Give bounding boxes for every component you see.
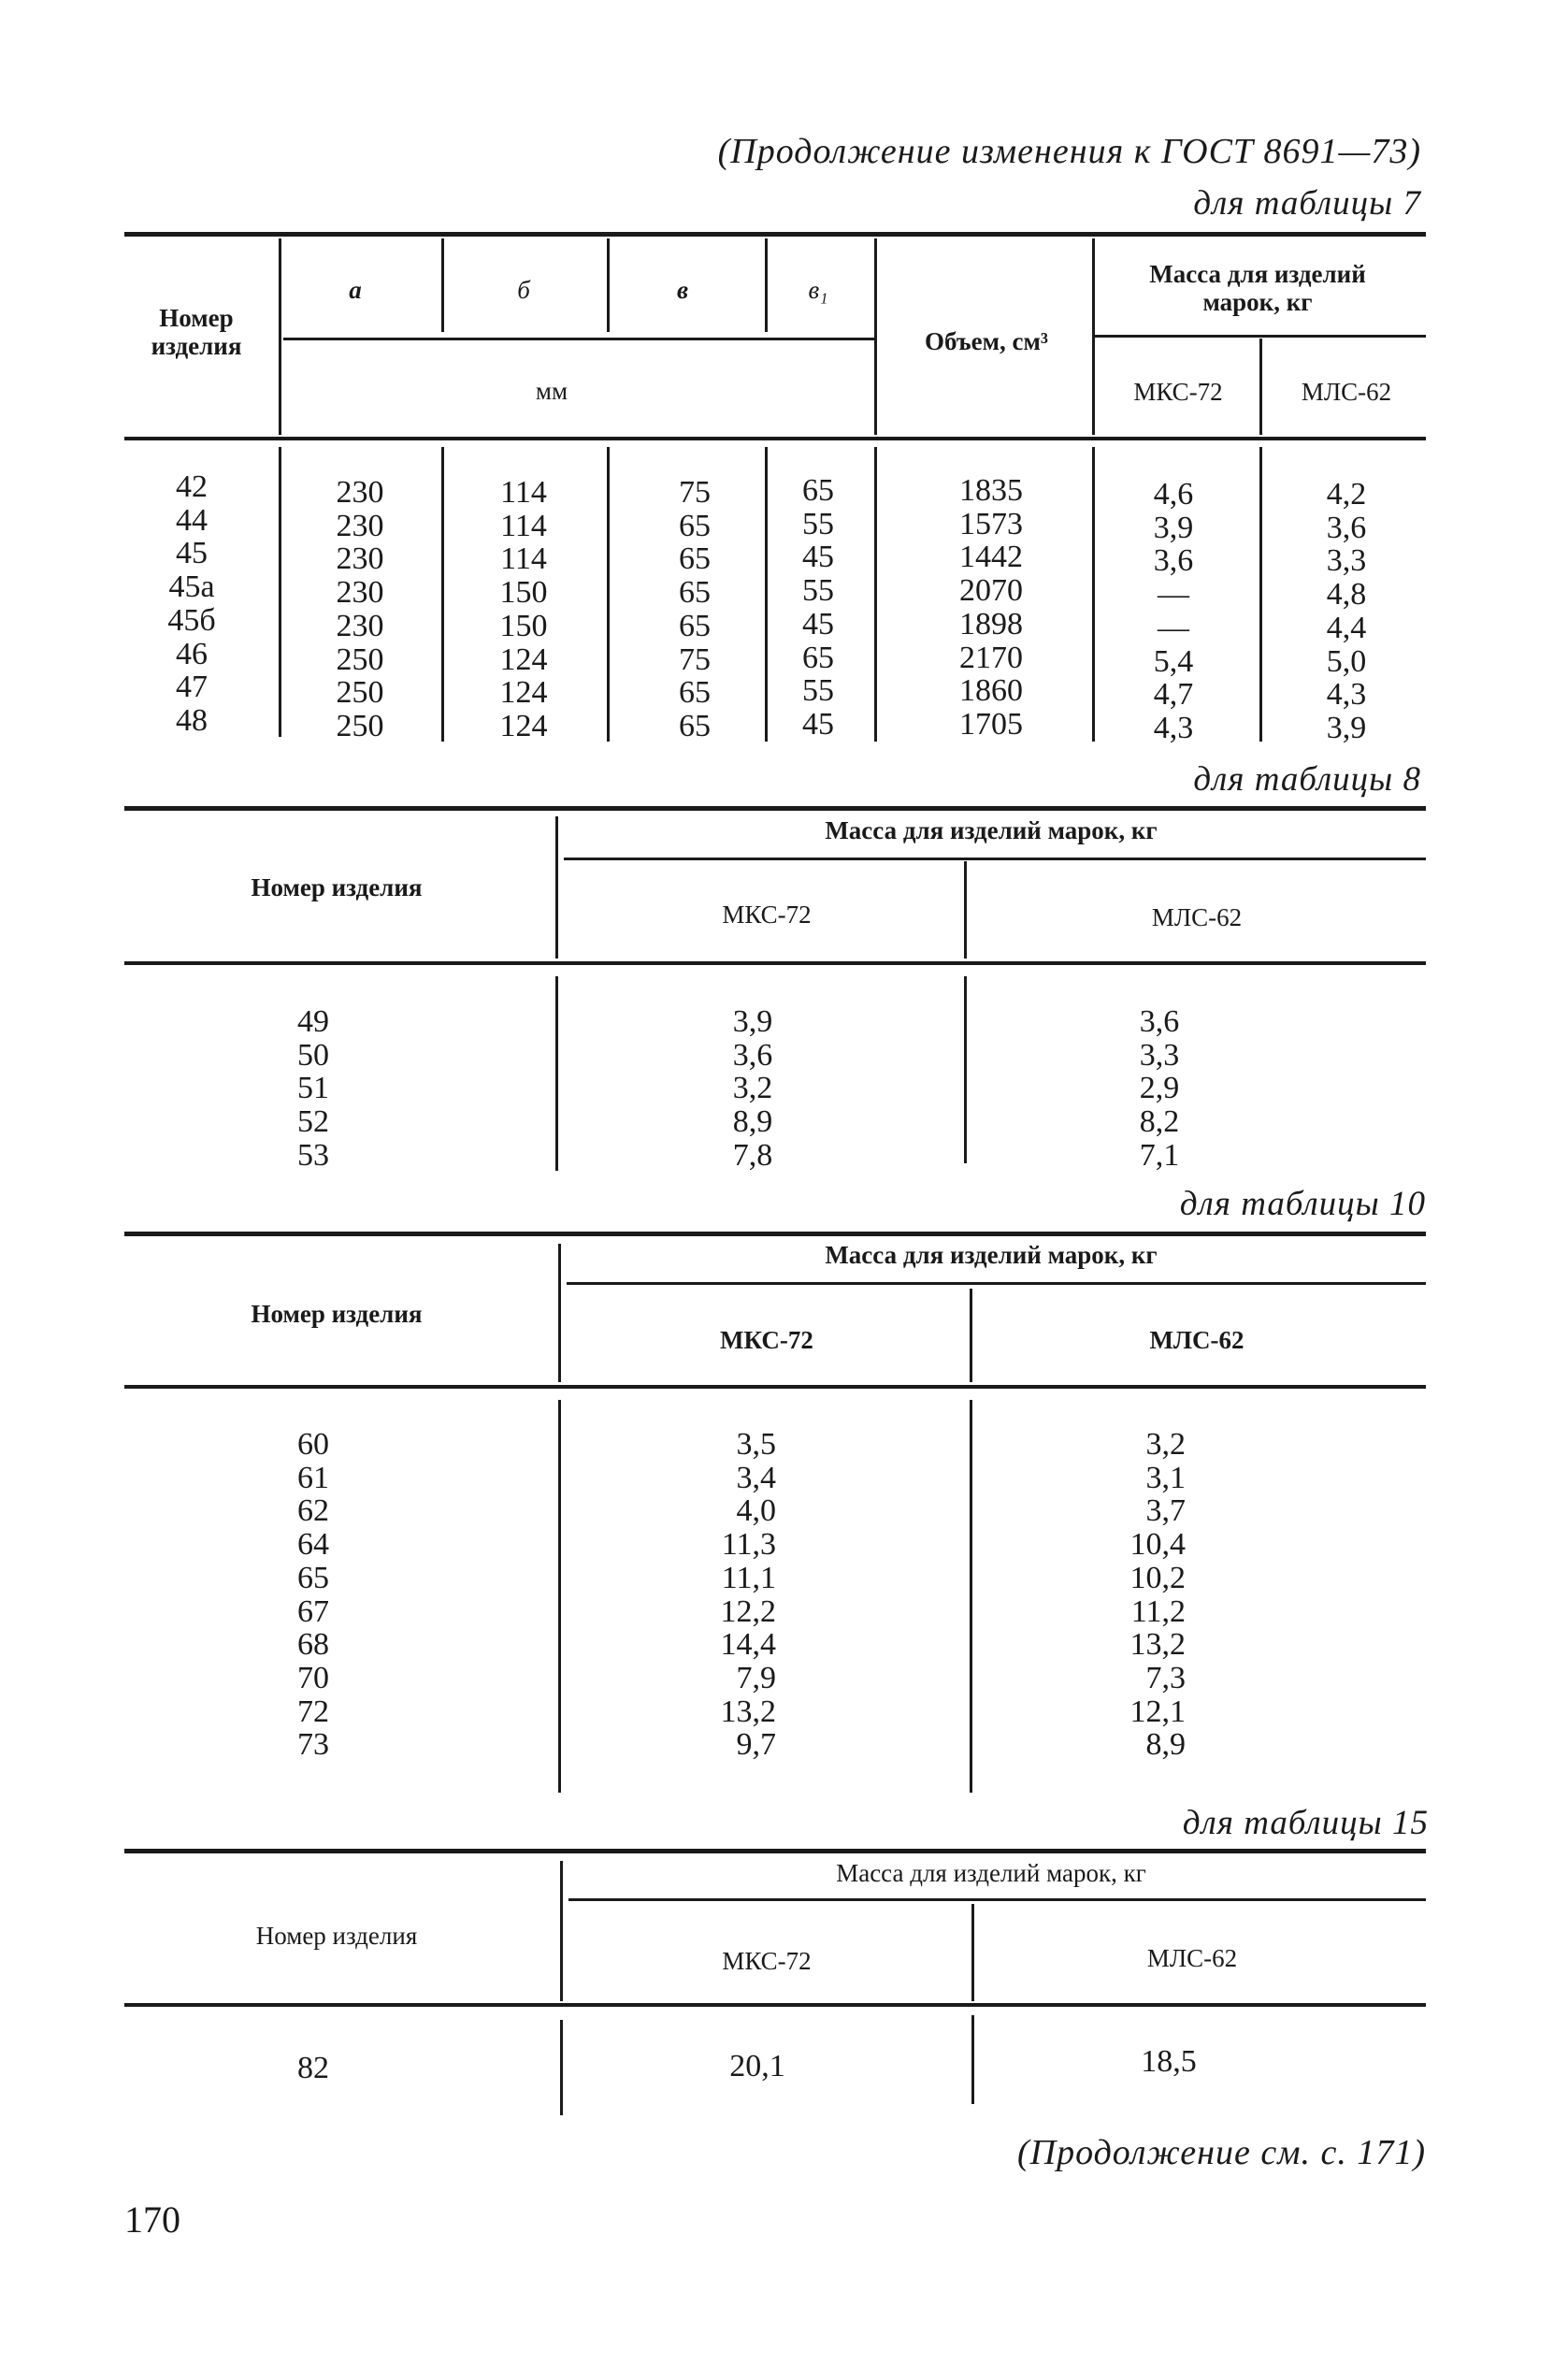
table7-cell-item: 45а <box>168 569 215 605</box>
table7-cell-item: 45 <box>176 536 208 571</box>
table10-cell-mls: 8,9 <box>1145 1727 1186 1763</box>
table7-vline <box>607 238 610 332</box>
table10-cell-item: 72 <box>297 1694 329 1729</box>
table7-cell-mks: — <box>1158 610 1189 645</box>
table7-cell-b: 114 <box>500 541 547 577</box>
table7-cell-a: 230 <box>336 608 384 643</box>
table7-cell-v1: 65 <box>802 640 834 675</box>
table8-cell-item: 50 <box>297 1037 329 1073</box>
table7-cell-v1: 55 <box>802 506 834 541</box>
table8-cell-item: 53 <box>297 1137 329 1173</box>
table8-cell-mls: 8,2 <box>1139 1104 1180 1140</box>
table7-cell-mls: 3,6 <box>1326 510 1367 545</box>
table7-cell-v: 65 <box>679 708 711 743</box>
table10-cell-item: 68 <box>297 1627 329 1663</box>
table7-cell-volume: 1573 <box>959 506 1023 541</box>
table7-cell-a: 250 <box>336 675 384 711</box>
table7-cell-a: 230 <box>336 508 384 543</box>
table7-cell-a: 230 <box>336 541 384 577</box>
table7-cell-item: 42 <box>176 469 208 504</box>
table10-cell-mls: 10,4 <box>1129 1527 1186 1563</box>
table7-mm-rule <box>283 338 874 340</box>
table10-col-item <box>262 1428 365 1762</box>
table8-cell-mks: 7,8 <box>732 1137 773 1173</box>
table8-cell-mls: 3,6 <box>1139 1004 1180 1039</box>
table7-cell-mls: 4,2 <box>1326 477 1367 512</box>
table7-vline <box>1259 447 1262 742</box>
table15-header-item: Номер изделия <box>255 1922 418 1950</box>
table8-cell-mks: 3,9 <box>732 1004 773 1039</box>
table8-caption: для таблицы 8 <box>1193 760 1421 799</box>
table7-cell-mks: 3,6 <box>1153 543 1194 579</box>
table10-cell-mks: 3,4 <box>736 1460 776 1495</box>
table10-cell-item: 64 <box>297 1527 329 1563</box>
table7-cell-v: 65 <box>679 608 711 643</box>
table7-cell-mls: 3,9 <box>1326 710 1367 745</box>
table7-cell-volume: 1860 <box>959 673 1023 709</box>
table7-cell-v1: 65 <box>802 473 834 508</box>
table8-cell-mks: 3,2 <box>732 1071 773 1106</box>
table7-cell-b: 124 <box>499 675 548 711</box>
table10-header-mks: МКС-72 <box>720 1326 813 1354</box>
table7-cell-mls: 3,3 <box>1326 543 1367 579</box>
table7-vline <box>1092 447 1095 742</box>
table10-vline <box>970 1289 972 1382</box>
table7-cell-v: 65 <box>679 675 711 711</box>
table8-col-item <box>262 1005 365 1173</box>
continuation-header: (Продолжение изменения к ГОСТ 8691—73) <box>717 132 1421 171</box>
table7-header-mass: Масса для изделий марок, кг <box>1149 260 1366 316</box>
table7-cell-b: 150 <box>499 575 548 611</box>
page-number: 170 <box>124 2198 180 2241</box>
table7-col-item <box>140 470 243 738</box>
table7-header-mks: МКС-72 <box>1133 378 1223 406</box>
table8-cell-mks: 3,6 <box>732 1037 773 1073</box>
table8-cell-item: 49 <box>297 1004 329 1039</box>
table15-vline <box>971 2015 974 2104</box>
table7-vline <box>441 447 444 742</box>
table7-col-v1 <box>776 474 860 742</box>
table7-cell-mks: 3,9 <box>1153 510 1194 545</box>
table7-cell-a: 230 <box>336 575 384 611</box>
table7-cell-a: 250 <box>336 641 384 677</box>
table7-cell-mls: 4,8 <box>1326 577 1367 613</box>
table7-cell-v1: 45 <box>802 606 834 641</box>
table10-col-mks <box>673 1428 776 1762</box>
table7-cell-mks: 4,3 <box>1153 710 1194 745</box>
table7-header-volume: Объем, см³ <box>925 327 1048 355</box>
table7-mass-rule <box>1095 335 1426 338</box>
table15-mass-rule <box>568 1898 1426 1901</box>
table7-cell-mls: 4,3 <box>1326 677 1367 713</box>
table8-cell-mls: 7,1 <box>1139 1137 1180 1173</box>
table7-col-v <box>643 476 746 743</box>
table15-vline <box>971 1904 974 2001</box>
table7-cell-v1: 55 <box>802 673 834 709</box>
table10-vline <box>558 1400 561 1793</box>
table7-header-bottom-rule <box>124 437 1426 440</box>
table7-vline <box>1259 339 1262 435</box>
table15-header-mks: МКС-72 <box>722 1947 812 1975</box>
table10-col-mls <box>1083 1428 1186 1762</box>
table7-cell-item: 46 <box>176 636 208 671</box>
table7-header-a: а <box>349 276 362 304</box>
table10-header-mls: МЛС-62 <box>1149 1326 1244 1354</box>
table10-cell-mks: 7,9 <box>736 1660 776 1695</box>
table7-vline <box>1092 238 1095 435</box>
table7-cell-b: 114 <box>500 475 547 510</box>
table10-cell-item: 61 <box>297 1460 329 1495</box>
table7-vline <box>607 447 610 742</box>
table10-header-item: Номер изделия <box>251 1300 423 1328</box>
table7-cell-mks: — <box>1158 577 1189 613</box>
table7-vline <box>874 447 877 742</box>
table7-cell-v1: 45 <box>802 540 834 575</box>
table10-mass-rule <box>567 1282 1426 1285</box>
table15-header-bottom-rule <box>124 2003 1426 2007</box>
table7-cell-volume: 1705 <box>959 706 1023 742</box>
table8-vline <box>964 976 967 1163</box>
table8-col-mls <box>1108 1005 1211 1173</box>
table8-header-item: Номер изделия <box>251 873 423 901</box>
table7-cell-mks: 4,7 <box>1153 677 1194 713</box>
table8-header-mks: МКС-72 <box>722 901 812 929</box>
table10-cell-mls: 12,1 <box>1129 1694 1186 1729</box>
table15-vline <box>560 2020 563 2115</box>
table10-cell-mks: 9,7 <box>736 1727 776 1763</box>
table10-cell-mls: 3,7 <box>1145 1493 1186 1529</box>
table15-header-mls: МЛС-62 <box>1146 1944 1238 1972</box>
table10-cell-item: 67 <box>297 1593 329 1629</box>
table7-cell-v: 75 <box>679 641 711 677</box>
table10-cell-mks: 11,3 <box>721 1527 776 1563</box>
table15-top-rule <box>124 1849 1426 1853</box>
table7-cell-b: 114 <box>500 508 547 543</box>
table10-vline <box>970 1400 972 1793</box>
table7-col-volume <box>935 474 1047 742</box>
table7-header-mls: МЛС-62 <box>1301 378 1392 406</box>
table7-cell-item: 45б <box>167 602 216 638</box>
table15-cell-mks: 20,1 <box>729 2049 785 2083</box>
table7-caption: для таблицы 7 <box>1193 184 1421 223</box>
table7-cell-b: 150 <box>499 608 548 643</box>
table10-cell-mks: 14,4 <box>720 1627 776 1663</box>
table7-cell-mks: 5,4 <box>1153 643 1194 679</box>
table7-cell-volume: 2070 <box>959 573 1023 609</box>
table7-top-rule <box>124 232 1426 237</box>
table7-cell-volume: 1442 <box>959 540 1023 575</box>
table7-cell-b: 124 <box>499 708 548 743</box>
table8-mass-rule <box>564 858 1426 860</box>
table15-cell-item: 82 <box>297 2051 329 2085</box>
table7-cell-v: 75 <box>679 475 711 510</box>
table7-cell-mks: 4,6 <box>1153 477 1194 512</box>
table7-cell-v1: 55 <box>802 573 834 609</box>
table10-cell-mls: 3,1 <box>1145 1460 1186 1495</box>
table8-cell-mks: 8,9 <box>732 1104 773 1140</box>
table7-cell-v1: 45 <box>802 706 834 742</box>
table8-header-mass: Масса для изделий марок, кг <box>825 816 1158 844</box>
table8-col-mks <box>701 1005 804 1173</box>
table7-cell-mls: 5,0 <box>1326 643 1367 679</box>
table7-col-b <box>472 476 575 743</box>
table8-header-bottom-rule <box>124 961 1426 965</box>
table15-header-mass: Масса для изделий марок, кг <box>836 1859 1146 1887</box>
table7-cell-b: 124 <box>499 641 548 677</box>
table15-caption: для таблицы 15 <box>1182 1804 1429 1842</box>
table10-cell-mks: 3,5 <box>736 1427 776 1462</box>
table15-col-item <box>262 2052 365 2085</box>
table10-top-rule <box>124 1232 1426 1236</box>
table7-header-b: б <box>517 276 530 304</box>
table7-cell-v: 65 <box>679 508 711 543</box>
table10-cell-mls: 3,2 <box>1145 1427 1186 1462</box>
table7-vline <box>441 238 444 332</box>
table10-cell-item: 62 <box>297 1493 329 1529</box>
table10-cell-mks: 12,2 <box>720 1593 776 1629</box>
table7-cell-volume: 1835 <box>959 473 1023 508</box>
table7-cell-item: 44 <box>176 502 208 538</box>
table7-cell-a: 230 <box>336 475 384 510</box>
table7-cell-item: 48 <box>176 702 208 738</box>
table7-header-item: Номер изделия <box>151 304 242 360</box>
table10-header-bottom-rule <box>124 1385 1426 1389</box>
table10-cell-mls: 11,2 <box>1130 1593 1186 1629</box>
table7-cell-v: 65 <box>679 575 711 611</box>
table7-cell-v: 65 <box>679 541 711 577</box>
table7-vline <box>279 447 281 737</box>
table8-vline <box>555 976 558 1171</box>
table7-header-v: в <box>676 276 689 304</box>
table10-cell-mls: 10,2 <box>1129 1560 1186 1595</box>
table10-cell-mls: 13,2 <box>1129 1627 1186 1663</box>
table8-vline <box>964 861 967 959</box>
table7-cell-volume: 2170 <box>959 640 1023 675</box>
table15-cell-mls: 18,5 <box>1141 2044 1197 2079</box>
table7-col-mls <box>1295 478 1398 745</box>
table8-top-rule <box>124 806 1426 811</box>
table8-cell-mls: 2,9 <box>1139 1071 1180 1106</box>
table7-vline <box>765 447 768 742</box>
table8-vline <box>555 816 558 959</box>
table10-cell-item: 73 <box>297 1727 329 1763</box>
table7-vline <box>874 238 877 435</box>
table10-cell-item: 70 <box>297 1660 329 1695</box>
table10-cell-mks: 13,2 <box>720 1694 776 1729</box>
continuation-footer: (Продолжение см. с. 171) <box>1016 2133 1426 2172</box>
table10-header-mass: Масса для изделий марок, кг <box>825 1241 1158 1269</box>
table10-cell-mks: 11,1 <box>721 1560 776 1595</box>
table10-cell-item: 60 <box>297 1427 329 1462</box>
table7-vline <box>279 238 281 435</box>
table7-col-mks <box>1122 478 1225 745</box>
table10-cell-item: 65 <box>297 1560 329 1595</box>
table8-cell-item: 52 <box>297 1104 329 1140</box>
table15-col-mls <box>1117 2045 1220 2079</box>
table7-col-a <box>309 476 411 743</box>
table8-cell-mls: 3,3 <box>1139 1037 1180 1073</box>
table10-caption: для таблицы 10 <box>1179 1185 1426 1223</box>
table7-cell-mls: 4,4 <box>1326 610 1367 645</box>
table8-header-mls: МЛС-62 <box>1151 903 1243 931</box>
table10-cell-mls: 7,3 <box>1145 1660 1186 1695</box>
table8-cell-item: 51 <box>297 1071 329 1106</box>
table15-vline <box>560 1861 563 2001</box>
table10-cell-mks: 4,0 <box>736 1493 776 1529</box>
table7-cell-item: 47 <box>176 670 208 705</box>
table7-header-unit: мм <box>535 377 568 405</box>
table15-col-mks <box>706 2050 809 2083</box>
table10-vline <box>558 1244 561 1382</box>
table7-vline <box>765 238 768 332</box>
table7-cell-a: 250 <box>336 708 384 743</box>
table7-header-v1: в₁ <box>808 276 828 304</box>
table7-cell-volume: 1898 <box>959 606 1023 641</box>
